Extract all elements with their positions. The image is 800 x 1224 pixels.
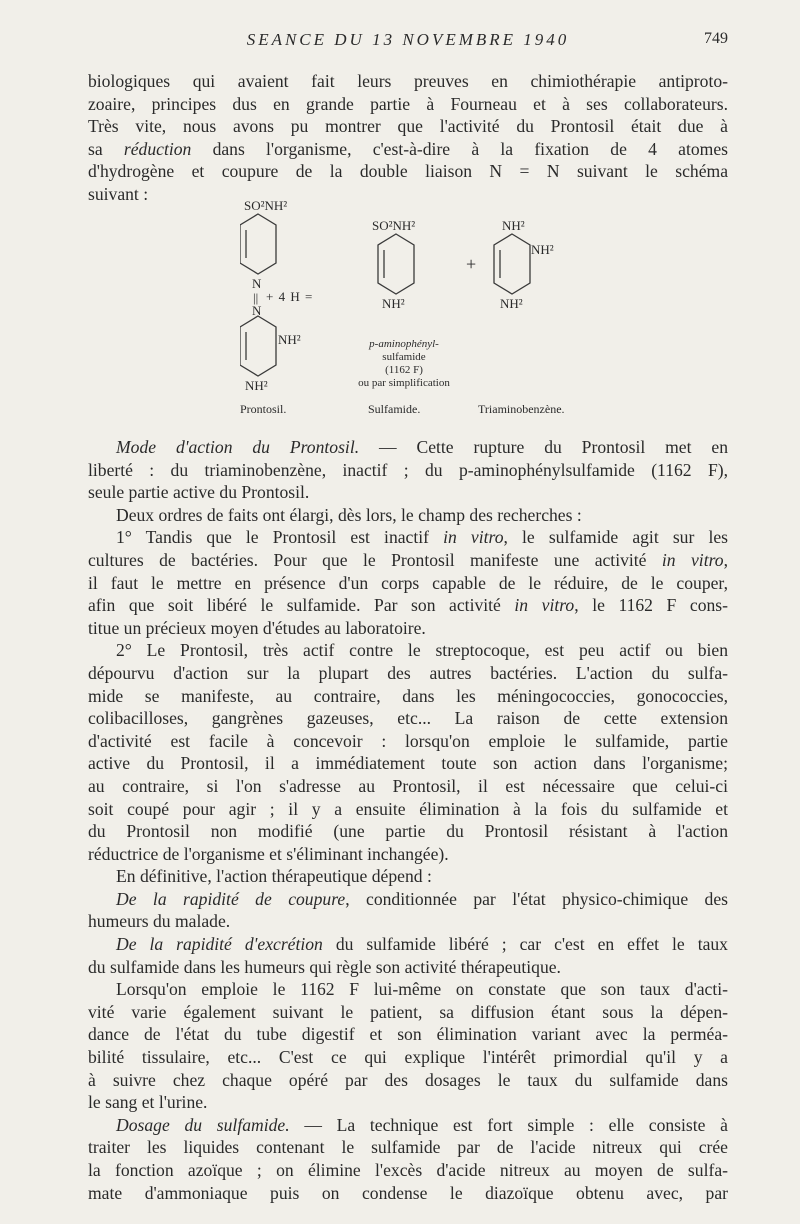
- note-aminophenyl: p-aminophényl-: [369, 338, 439, 350]
- triamino-nh2-bottom: NH²: [500, 296, 523, 311]
- note-sulfamide: sulfamide: [382, 351, 426, 363]
- text-line: du sulfamide dans les humeurs qui règle son activité thérapeutique.: [88, 956, 561, 977]
- prontosil-nh2-bottom: NH²: [245, 378, 268, 393]
- paragraph-intro: [88, 70, 728, 206]
- prontosil-nh2-side: NH²: [278, 332, 301, 347]
- text-line: le sang et l'urine.: [88, 1092, 208, 1113]
- azo-n-bottom: N: [252, 303, 262, 318]
- text-line: De la rapidité d'excrétion du sulfamide libéré ; car c'est en effet le taux: [116, 934, 728, 955]
- text-line: suivant :: [88, 183, 149, 204]
- text-line: 1° Tandis que le Prontosil est inactif in vitro, le sulfamide agit sur les: [116, 527, 728, 548]
- text-line: d'hydrogène et coupure de la double liaison N = N suivant le schéma: [88, 161, 728, 182]
- text-line: il faut le mettre en présence d'un corps capable de le réduire, de le couper,: [88, 572, 728, 593]
- text-line: mide se manifeste, au contraire, dans les méningococcies, gonococcies,: [88, 685, 728, 706]
- text-line: liberté : du triaminobenzène, inactif ; du p-aminophénylsulfamide (1162 F),: [88, 459, 728, 480]
- text-line: d'activité est facile à concevoir : lorsqu'on emploie le sulfamide, partie: [88, 730, 728, 751]
- caption-sulfamide: Sulfamide.: [368, 402, 421, 416]
- text-line: seule partie active du Prontosil.: [88, 482, 310, 503]
- caption-triaminobenzene: Triaminobenzène.: [478, 402, 565, 416]
- azo-n-top: N: [252, 276, 262, 291]
- text-line: afin que soit libéré le sulfamide. Par son activité in vitro, le 1162 F cons-: [88, 595, 728, 616]
- text-line: Lorsqu'on emploie le 1162 F lui-même on constate que son taux d'acti-: [116, 979, 728, 1000]
- text-line: colibacilloses, gangrènes gazeuses, etc... La raison de cette extension: [88, 708, 728, 729]
- text-line: vité varie également suivant le patient, sa diffusion étant sous la dépen-: [88, 1001, 728, 1022]
- text-line: active du Prontosil, il a immédiatement toute son action dans l'organisme;: [88, 753, 728, 774]
- text-line: Mode d'action du Prontosil. — Cette rupture du Prontosil met en: [116, 437, 728, 457]
- triamino-nh2-top: NH²: [502, 218, 525, 233]
- text-line: traiter les liquides contenant le sulfamide par de l'acide nitreux qui crée: [88, 1137, 728, 1158]
- sulfamide-so2nh2: SO²NH²: [372, 218, 416, 233]
- text-line: mate d'ammoniaque puis on condense le diazoïque obtenu avec, par: [88, 1182, 728, 1203]
- text-line: biologiques qui avaient fait leurs preuves en chimiothérapie antiproto-: [88, 71, 728, 91]
- text-line: 2° Le Prontosil, très actif contre le streptocoque, est peu actif ou bien: [116, 640, 728, 661]
- note-simplification: ou par simplification: [358, 377, 450, 389]
- text-line: De la rapidité de coupure, conditionnée par l'état physico-chimique des: [116, 888, 728, 909]
- plus-sign: +: [466, 254, 477, 274]
- text-line: du Prontosil non modifié (une partie du Prontosil résistant à l'action: [88, 821, 728, 842]
- text-line: soit coupé pour agir ; il y a ensuite élimination à la fois du sulfamide et: [88, 798, 728, 819]
- text-line: au contraire, si l'on s'adresse au Prontosil, il est nécessaire que celui-ci: [88, 775, 728, 796]
- text-line: Dosage du sulfamide. — La technique est fort simple : elle consiste à: [116, 1114, 728, 1135]
- text-line: réductrice de l'organisme et s'éliminant inchangée).: [88, 843, 449, 864]
- text-line: dépourvu d'action sur la plupart des autres bactéries. L'action du sulfa-: [88, 662, 728, 683]
- plus-4h: + 4 H =: [266, 289, 314, 304]
- text-line: bilité tissulaire, etc... C'est ce qui explique l'intérêt primordial qu'il y a: [88, 1047, 728, 1068]
- page-number: 749: [704, 30, 728, 47]
- triamino-nh2-side: NH²: [531, 242, 554, 257]
- text-line: la fonction azoïque ; on élimine l'excès d'acide nitreux au moyen de sulfa-: [88, 1160, 728, 1180]
- text-line: à suivre chez chaque opéré par des dosages le taux du sulfamide dans: [88, 1069, 728, 1090]
- main-body: [88, 436, 728, 1204]
- caption-prontosil: Prontosil.: [240, 402, 287, 416]
- azo-double-bond: ||: [253, 290, 259, 305]
- text-line: humeurs du malade.: [88, 911, 231, 932]
- text-line: dance de l'état du tube digestif et son élimination variant avec la perméa-: [88, 1024, 728, 1045]
- text-line: zoaire, principes dus en grande partie à Fourneau et à ses collaborateurs.: [88, 93, 728, 114]
- text-line: Très vite, nous avons pu montrer que l'activité du Prontosil était due à: [88, 116, 728, 137]
- prontosil-so2nh2: SO²NH²: [244, 198, 288, 213]
- sulfamide-nh2: NH²: [382, 296, 405, 311]
- text-line: Deux ordres de faits ont élargi, dès lors, le champ des recherches :: [116, 504, 582, 525]
- running-title: SEANCE DU 13 NOVEMBRE 1940: [246, 30, 570, 49]
- text-line: cultures de bactéries. Pour que le Prontosil manifeste une activité in vitro,: [88, 549, 728, 570]
- text-line: sa réduction dans l'organisme, c'est-à-dire à la fixation de 4 atomes: [88, 138, 728, 159]
- reaction-scheme: [240, 196, 600, 422]
- note-1162f: (1162 F): [385, 364, 423, 376]
- text-line: En définitive, l'action thérapeutique dépend :: [116, 866, 432, 887]
- text-line: titue un précieux moyen d'études au laboratoire.: [88, 617, 426, 638]
- page-header: [88, 30, 728, 56]
